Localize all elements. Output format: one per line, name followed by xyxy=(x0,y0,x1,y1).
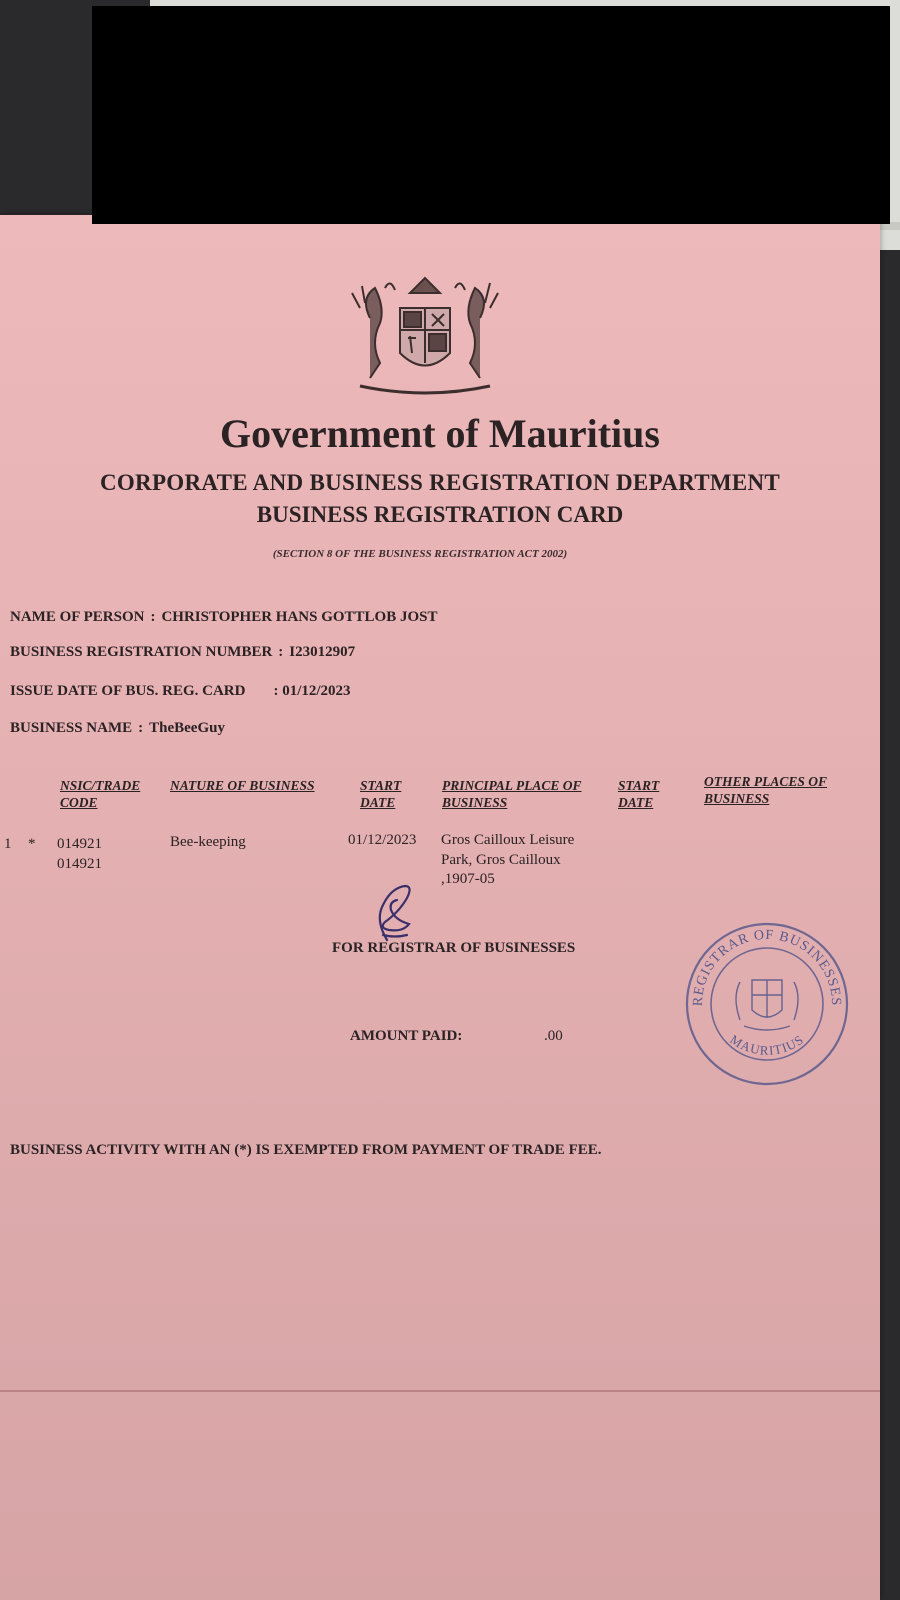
brn-row: BUSINESS REGISTRATION NUMBER : I23012907 xyxy=(10,644,356,660)
department-title: CORPORATE AND BUSINESS REGISTRATION DEPARTMENT xyxy=(99,470,781,495)
registrar-signature xyxy=(365,880,425,945)
header-start-date-2: START DATE xyxy=(618,778,660,810)
row-exempt-marker: * xyxy=(28,836,36,852)
registrar-stamp xyxy=(680,922,854,1086)
trade-fee-exemption-note: BUSINESS ACTIVITY WITH AN (*) IS EXEMPTED FROM PAYMENT OF TRADE FEE. xyxy=(10,1142,602,1158)
paper-fold-line xyxy=(0,1390,880,1392)
row-code-1: 014921 xyxy=(57,836,102,852)
card-title: BUSINESS REGISTRATION CARD xyxy=(256,502,624,527)
amount-paid-label: AMOUNT PAID: xyxy=(350,1028,463,1044)
registrar-label: FOR REGISTRAR OF BUSINESSES xyxy=(332,940,576,956)
name-of-person-label: NAME OF PERSON xyxy=(10,609,145,625)
header-other-places: OTHER PLACES OF BUSINESS xyxy=(704,774,828,806)
row-place-line-2: Park, Gros Cailloux xyxy=(441,852,561,868)
header-nature-of-business: NATURE OF BUSINESS xyxy=(170,778,315,793)
business-name-label: BUSINESS NAME xyxy=(10,720,133,736)
act-reference: (SECTION 8 OF THE BUSINESS REGISTRATION ACT 2002) xyxy=(272,548,568,560)
header-nsic-trade-code: NSIC/TRADE CODE xyxy=(60,778,141,810)
row-nature: Bee-keeping xyxy=(170,834,246,850)
issue-date-row: ISSUE DATE OF BUS. REG. CARD : 01/12/2023 xyxy=(10,683,351,699)
row-code-2: 014921 xyxy=(57,856,102,872)
business-name-value: TheBeeGuy xyxy=(149,720,225,736)
row-start-date: 01/12/2023 xyxy=(348,832,417,848)
name-of-person-row: NAME OF PERSON : CHRISTOPHER HANS GOTTLOB JOST xyxy=(10,609,438,625)
row-place-line-1: Gros Cailloux Leisure xyxy=(441,832,575,848)
business-name-row: BUSINESS NAME : TheBeeGuy xyxy=(10,720,225,736)
row-place-line-3: ,1907-05 xyxy=(441,871,495,887)
name-of-person-value: CHRISTOPHER HANS GOTTLOB JOST xyxy=(161,609,438,625)
header-principal-place: PRINCIPAL PLACE OF BUSINESS xyxy=(442,778,582,810)
svg-text:MAURITIUS: MAURITIUS xyxy=(727,1031,807,1058)
redaction-block xyxy=(92,6,890,224)
issue-date-label: ISSUE DATE OF BUS. REG. CARD xyxy=(10,683,246,699)
government-title: Government of Mauritius xyxy=(220,411,660,456)
svg-text:REGISTRAR OF BUSINESSES: REGISTRAR OF BUSINESSES xyxy=(690,927,844,1007)
brn-label: BUSINESS REGISTRATION NUMBER xyxy=(10,644,273,660)
row-index: 1 xyxy=(4,836,12,852)
coat-of-arms-emblem xyxy=(340,268,510,408)
issue-date-value: 01/12/2023 xyxy=(282,683,351,699)
amount-paid-value: .00 xyxy=(544,1028,563,1044)
brn-value: I23012907 xyxy=(289,644,356,660)
header-start-date: START DATE xyxy=(360,778,402,810)
